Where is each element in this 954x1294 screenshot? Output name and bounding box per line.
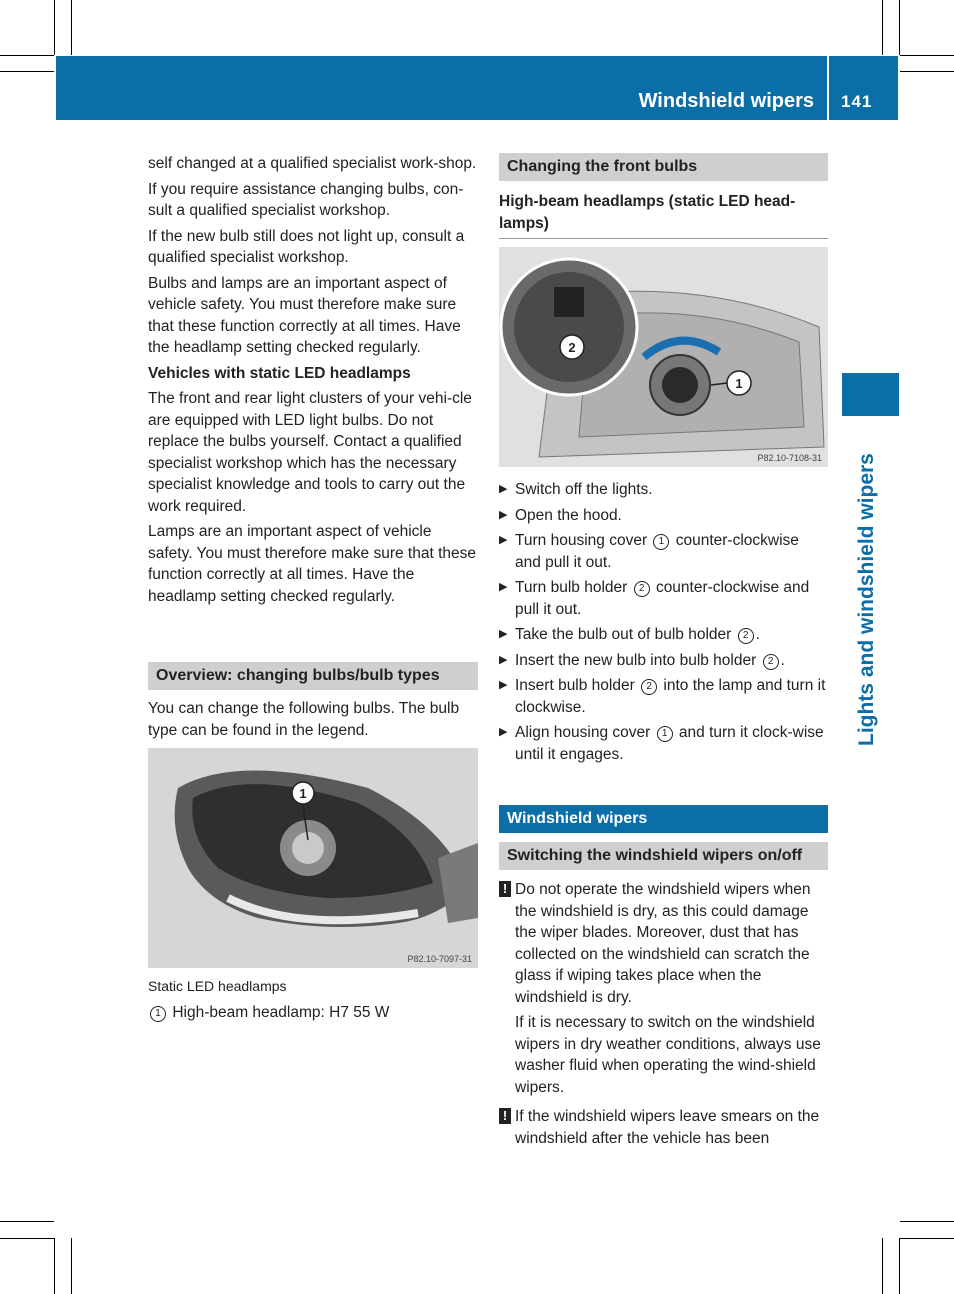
section-heading: Windshield wipers (499, 805, 828, 833)
crop-mark (0, 1238, 54, 1239)
triangle-right-icon: ▶ (499, 726, 508, 738)
crop-mark (900, 55, 954, 56)
section-heading: Changing the front bulbs (499, 153, 828, 181)
subheading: Vehicles with static LED headlamps (148, 364, 411, 382)
step-item (499, 624, 828, 646)
legend-number: 1 (150, 1006, 166, 1022)
callout-number: 2 (634, 581, 650, 597)
callout-number: 2 (738, 628, 754, 644)
step-text: into the lamp and turn it clockwise. (515, 677, 826, 716)
callout-number: 2 (763, 654, 779, 670)
step-text: . (780, 651, 785, 669)
step-text: Take the bulb out of bulb holder (515, 626, 732, 643)
triangle-right-icon: ▶ (499, 653, 508, 666)
step-text: Insert bulb holder (515, 677, 635, 694)
crop-mark (54, 0, 55, 55)
paragraph: If the new bulb still does not light up, consult a qualified specialist workshop. (148, 227, 465, 266)
crop-mark (54, 1238, 55, 1294)
step-text: . (755, 626, 760, 643)
paragraph: You can change the following bulbs. The bulb type can be found in the legend. (148, 700, 460, 739)
page-number: 141 (841, 92, 873, 111)
figure-callout: 1 (735, 376, 743, 391)
crop-mark (899, 1238, 900, 1294)
step-item (499, 650, 828, 672)
paragraph: If you require assistance changing bulbs, con-sult a qualified specialist workshop. (148, 180, 464, 219)
subsection-heading: Switching the windshield wipers on/off (499, 842, 828, 870)
step-text: Insert the new bulb into bulb holder (515, 651, 757, 669)
figure-caption: Static LED headlamps (148, 978, 287, 994)
section-title: Windshield wipers (638, 90, 814, 112)
crop-mark (0, 55, 54, 56)
step-text: counter-clockwise and pull it out. (515, 532, 799, 571)
headlamp-rear-illustration (499, 247, 828, 467)
step-item (499, 530, 828, 573)
crop-mark (900, 71, 954, 72)
callout-number: 1 (657, 726, 673, 742)
figure-code: P82.10-7108-31 (757, 453, 822, 463)
step-text: Align housing cover (515, 724, 651, 741)
step-item (499, 577, 828, 620)
warning-text: If it is necessary to switch on the windshield wipers in dry weather conditions, always use washer fluid when operating the wind-shield wipers. (515, 1014, 821, 1096)
triangle-right-icon: ▶ (499, 534, 508, 546)
warning-text: If the windshield wipers leave smears on the windshield after the vehicle has been (515, 1108, 820, 1147)
headlamp-figure (148, 748, 478, 968)
paragraph: Bulbs and lamps are an important aspect of vehicle safety. You must therefore make sure that these function correctly at all times. Have the headlamp setting checked regularly. (148, 274, 461, 356)
wipers-section (499, 805, 828, 1157)
warning-note (499, 1106, 828, 1149)
crop-mark (882, 0, 883, 55)
legend-item (148, 1002, 478, 1024)
figure-legend (148, 976, 478, 1027)
crop-mark (899, 0, 900, 55)
crop-mark (900, 1221, 954, 1222)
step-text: counter-clockwise and pull it out. (515, 579, 810, 618)
step-item (499, 675, 828, 718)
steps-list (499, 479, 828, 769)
step-text: Open the hood. (515, 506, 622, 524)
chapter-title: Lights and windshield wipers (855, 453, 878, 746)
left-column (148, 153, 478, 611)
headlamp-rear-figure (499, 247, 828, 467)
paragraph: self changed at a qualified specialist work-shop. (148, 155, 477, 172)
triangle-right-icon: ▶ (499, 679, 508, 691)
triangle-right-icon: ▶ (499, 628, 508, 640)
right-column-top (499, 153, 828, 243)
triangle-right-icon: ▶ (499, 483, 508, 495)
crop-mark (71, 0, 72, 55)
headlamp-illustration (148, 748, 478, 968)
step-text: Switch off the lights. (515, 481, 653, 498)
step-item (499, 505, 828, 527)
page-header (56, 56, 898, 120)
step-item (499, 722, 828, 765)
step-text: Turn housing cover (515, 532, 648, 549)
crop-mark (900, 1238, 954, 1239)
callout-number: 2 (641, 679, 657, 695)
paragraph: The front and rear light clusters of your vehi-cle are equipped with LED light bulbs. Do not replace the bulbs yourself. Contact a qualified specialist workshop which has the necessary specialist knowledge and tools to carry out the work required. (148, 390, 472, 515)
exclamation-icon: ! (499, 1108, 511, 1124)
crop-mark (882, 1238, 883, 1294)
callout-number: 1 (653, 534, 669, 550)
triangle-right-icon: ▶ (499, 581, 508, 593)
figure-callout: 1 (299, 786, 307, 801)
overview-section (148, 662, 478, 745)
step-text: Turn bulb holder (515, 579, 628, 596)
paragraph: Lamps are an important aspect of vehicle safety. You must therefore make sure that these function correctly at all times. Have the headlamp setting checked regularly. (148, 523, 476, 605)
section-heading: Overview: changing bulbs/bulb types (148, 662, 478, 690)
exclamation-icon: ! (499, 881, 511, 897)
crop-mark (71, 1238, 72, 1294)
chapter-tab (842, 373, 899, 416)
crop-mark (0, 1221, 54, 1222)
crop-mark (0, 71, 54, 72)
legend-text: High-beam headlamp: H7 55 W (172, 1003, 390, 1021)
header-divider (827, 56, 829, 120)
step-text: and turn it clock-wise until it engages. (515, 724, 824, 763)
figure-callout: 2 (568, 340, 576, 355)
step-item (499, 479, 828, 501)
figure-code: P82.10-7097-31 (407, 954, 472, 964)
triangle-right-icon: ▶ (499, 508, 508, 521)
warning-text: Do not operate the windshield wipers when the windshield is dry, as this could damage the wiper blades. Moreover, dust that has collected on the windshield can scratch the glass if wiping takes place when the windshield is dry. (515, 881, 811, 1006)
warning-note (499, 879, 828, 1098)
subheading: High-beam headlamps (static LED head-lamps) (499, 191, 828, 239)
